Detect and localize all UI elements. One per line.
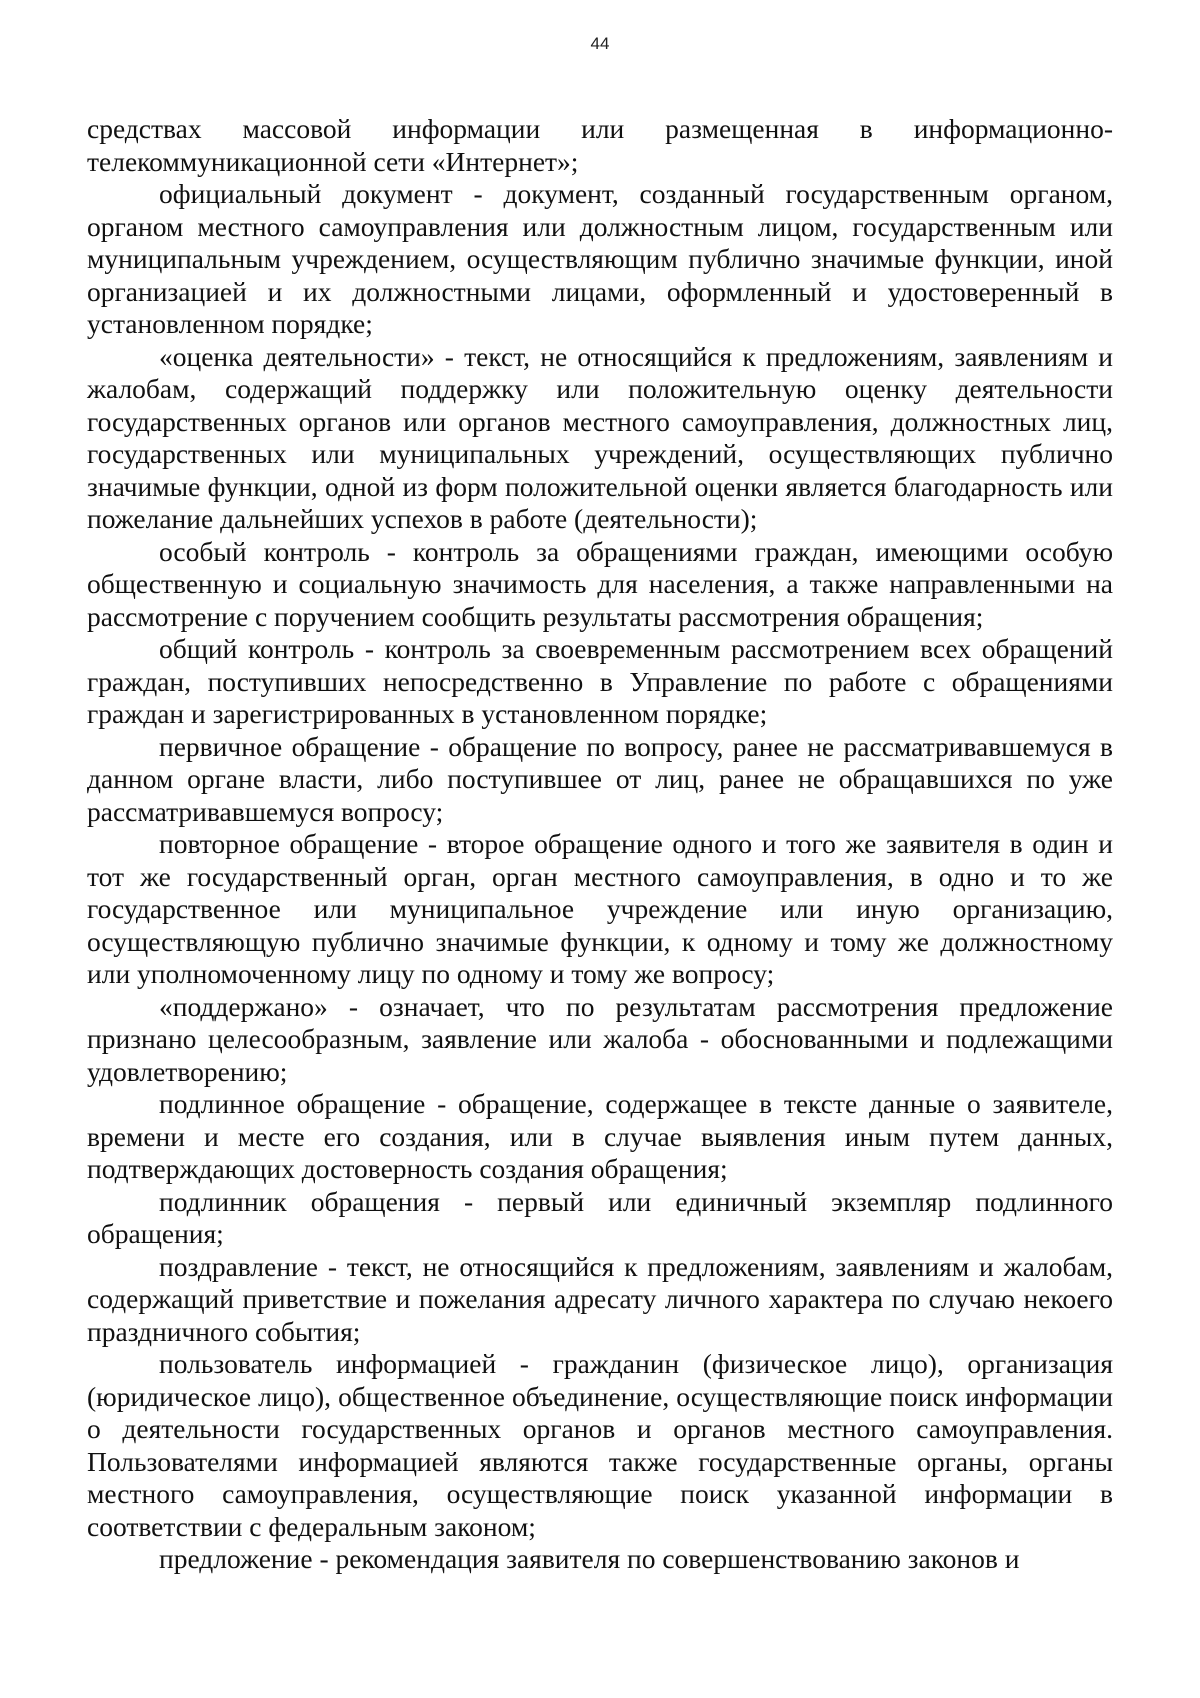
paragraph-12: пользователь информацией - гражданин (физическое лицо), организация (юридическое лицо), общественное объединение, осуществляющие поиск информации о деятельности государственных органов и органов местного самоуправления. Пользователями информацией являются также государственные органы, органы местного самоуправления, осуществляющие поиск указанной информации в соответствии с федеральным законом; (87, 1348, 1113, 1542)
paragraph-10: подлинник обращения - первый или единичный экземпляр подлинного обращения; (87, 1185, 1113, 1249)
paragraph-4: особый контроль - контроль за обращениями граждан, имеющими особую общественную и социальную значимость для населения, а также направленными на рассмотрение с поручением сообщить результаты рассмотрения обращения; (87, 535, 1113, 632)
paragraph-13: предложение - рекомендация заявителя по совершенствованию законов и (159, 1543, 1020, 1574)
paragraph-6: первичное обращение - обращение по вопросу, ранее не рассматривавшемуся в данном органе власти, либо поступившее от лиц, ранее не обращавшихся по уже рассматривавшемуся вопросу; (87, 730, 1113, 827)
paragraph-8: «поддержано» - означает, что по результатам рассмотрения предложение признано целесообразным, заявление или жалоба - обоснованными и подлежащими удовлетворению; (87, 990, 1113, 1087)
paragraph-5: общий контроль - контроль за своевременным рассмотрением всех обращений граждан, поступивших непосредственно в Управление по работе с обращениями граждан и зарегистрированных в установленном порядке; (87, 633, 1113, 729)
paragraph-2: официальный документ - документ, созданный государственным органом, органом местного самоуправления или должностным лицом, государственным или муниципальным учреждением, осуществляющим публично значимые функции, иной организацией и их должностными лицами, оформленный и удостоверенный в установленном порядке; (87, 178, 1113, 339)
page-number: 44 (590, 34, 610, 53)
paragraph-7: повторное обращение - второе обращение одного и того же заявителя в один и тот же государственный орган, орган местного самоуправления, в одно и то же государственное или муниципальное учреждение или иную организацию, осуществляющую публично значимые функции, к одному и тому же должностному или уполномоченному лицу по одному и тому же вопросу; (87, 828, 1113, 989)
body-text (87, 113, 1113, 1576)
paragraph-11: поздравление - текст, не относящийся к предложениям, заявлениям и жалобам, содержащий приветствие и пожелания адресату личного характера по случаю некоего праздничного события; (87, 1250, 1113, 1347)
paragraph-9: подлинное обращение - обращение, содержащее в тексте данные о заявителе, времени и месте его создания, или в случае выявления иным путем данных, подтверждающих достоверность создания обращения; (87, 1088, 1113, 1184)
paragraph-3: «оценка деятельности» - текст, не относящийся к предложениям, заявлениям и жалобам, содержащий поддержку или положительную оценку деятельности государственных органов или органов местного самоуправления, должностных лиц, государственных или муниципальных учреждений, осуществляющих публично значимые функции, одной из форм положительной оценки является благодарность или пожелание дальнейших успехов в работе (деятельности); (87, 340, 1113, 534)
paragraph-1: средствах массовой информации или размещенная в информационно-телекоммуникационной сети «Интернет»; (87, 113, 1113, 177)
